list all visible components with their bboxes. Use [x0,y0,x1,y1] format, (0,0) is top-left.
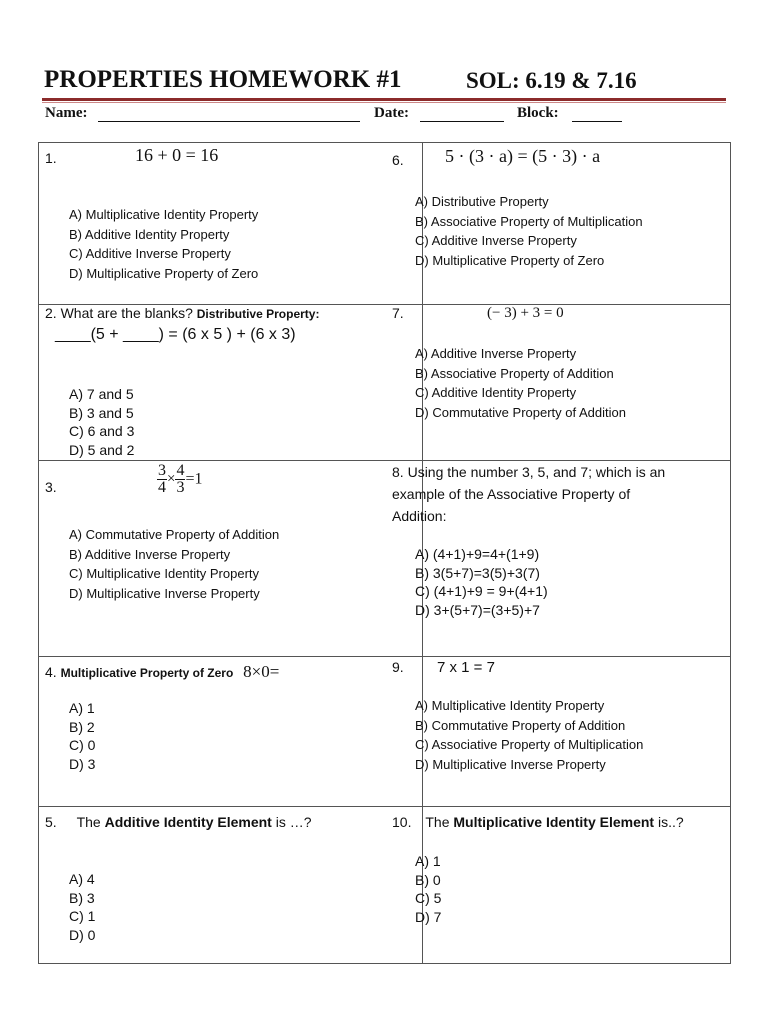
option-c[interactable]: C) (4+1)+9 = 9+(4+1) [415,583,548,599]
option-b[interactable]: B) Commutative Property of Addition [415,717,626,733]
prompt-line: Addition: [392,508,447,524]
option-b[interactable]: B) 3(5+7)=3(5)+3(7) [415,564,540,581]
option-b[interactable]: B) 3 and 5 [69,404,134,421]
equation: (− 3) + 3 = 0 [487,305,564,321]
question-number: 3. [45,479,57,495]
grid-divider-row [39,656,730,657]
prompt-line: Using the number 3, 5, and 7; which is an [407,464,666,480]
option-a[interactable]: A) 7 and 5 [69,386,134,402]
question-prompt [392,461,665,527]
option-a[interactable]: A) Commutative Property of Addition [69,527,280,542]
answer-options [69,699,95,773]
option-b[interactable]: B) Additive Inverse Property [69,546,231,562]
page-title: PROPERTIES HOMEWORK #1 [44,66,402,93]
answer-options [69,870,95,944]
option-b[interactable]: B) Additive Identity Property [69,226,230,242]
equation: 5 · (3 · a) = (5 · 3) · a [445,146,601,166]
option-b[interactable]: B) 3 [69,889,95,906]
option-d[interactable]: D) 3+(5+7)=(3+5)+7 [415,601,540,618]
question-number: 2. [45,305,57,321]
prompt-bold: Distributive Property: [196,307,320,321]
option-a[interactable]: A) 1 [415,853,441,869]
equation: ____(5 + ____) = (6 x 5 ) + (6 x 3) [55,326,296,343]
equation: 7 x 1 = 7 [437,659,495,676]
question-prompt [392,814,684,830]
option-d[interactable]: D) Multiplicative Property of Zero [415,252,605,268]
question-number: 4. [45,664,57,680]
prompt-line: example of the Associative Property of [392,486,631,502]
prompt-pre: The [425,814,450,830]
option-b[interactable]: B) 2 [69,718,95,735]
question-number: 8. [392,464,404,480]
sol-label: SOL: 6.19 & 7.16 [466,68,637,93]
question-number: 6. [392,152,404,168]
answer-options [69,385,134,459]
fraction: $\frac{4}{3}$ [176,462,185,496]
option-a[interactable]: A) Additive Inverse Property [415,346,577,361]
prompt-post: is …? [275,814,312,830]
option-d[interactable]: D) Multiplicative Inverse Property [69,585,260,601]
option-c[interactable]: C) Additive Inverse Property [69,246,231,261]
fraction-equation: $\frac{3}{4}$ × $\frac{4}{3}$ =1 [158,462,203,496]
block-label: Block: [517,105,559,121]
option-c[interactable]: C) 1 [69,908,96,924]
date-label: Date: [374,105,409,121]
option-b[interactable]: B) 0 [415,871,441,888]
option-d[interactable]: D) 0 [69,926,96,943]
answer-options [69,525,279,603]
option-c[interactable]: C) 0 [69,737,96,753]
answer-options [415,545,548,619]
question-prompt [45,814,312,830]
option-d[interactable]: D) 7 [415,908,442,925]
question-number: 5. [45,814,57,830]
equation: 16 + 0 = 16 [135,145,219,165]
header-rule-thin [42,102,726,103]
option-d[interactable]: D) Commutative Property of Addition [415,404,626,420]
question-number: 7. [392,305,404,321]
equation: 8×0= [243,662,280,681]
prompt-post: is..? [657,814,684,830]
block-blank[interactable] [572,121,622,122]
grid-divider-row [39,806,730,807]
prompt-text: What are the blanks? [60,305,193,321]
option-d[interactable]: D) 5 and 2 [69,441,135,458]
answer-options [415,344,626,422]
prompt-bold: Multiplicative Property of Zero [60,666,234,680]
option-a[interactable]: A) Multiplicative Identity Property [415,698,605,713]
header-rule [42,98,726,101]
option-a[interactable]: A) (4+1)+9=4+(1+9) [415,546,540,562]
answer-options [415,192,643,270]
date-blank[interactable] [420,121,504,122]
prompt-bold: Multiplicative Identity Element [453,814,655,830]
option-a[interactable]: A) 4 [69,871,95,887]
option-a[interactable]: A) Distributive Property [415,194,549,209]
option-d[interactable]: D) Multiplicative Property of Zero [69,265,259,281]
option-a[interactable]: A) 1 [69,700,95,716]
fraction: $\frac{3}{4}$ [158,462,166,496]
question-number: 1. [45,150,57,166]
prompt-bold: Additive Identity Element [104,814,272,830]
answer-options [415,696,643,774]
option-c[interactable]: C) 5 [415,890,442,906]
name-blank[interactable] [98,121,360,122]
question-grid [38,142,731,964]
name-label: Name: [45,105,88,121]
answer-options [69,205,258,283]
option-c[interactable]: C) 6 and 3 [69,423,135,439]
question-prompt [45,662,279,682]
question-prompt [45,305,319,321]
question-number: 10. [392,814,412,830]
option-c[interactable]: C) Additive Identity Property [415,385,577,400]
question-number: 9. [392,659,404,675]
option-c[interactable]: C) Multiplicative Identity Property [69,566,260,581]
option-c[interactable]: C) Additive Inverse Property [415,233,577,248]
answer-options [415,852,441,926]
option-b[interactable]: B) Associative Property of Multiplication [415,213,643,229]
prompt-pre: The [76,814,101,830]
option-c[interactable]: C) Associative Property of Multiplication [415,737,644,752]
option-a[interactable]: A) Multiplicative Identity Property [69,207,259,222]
option-d[interactable]: D) Multiplicative Inverse Property [415,756,606,772]
option-d[interactable]: D) 3 [69,755,96,772]
option-b[interactable]: B) Associative Property of Addition [415,365,614,381]
